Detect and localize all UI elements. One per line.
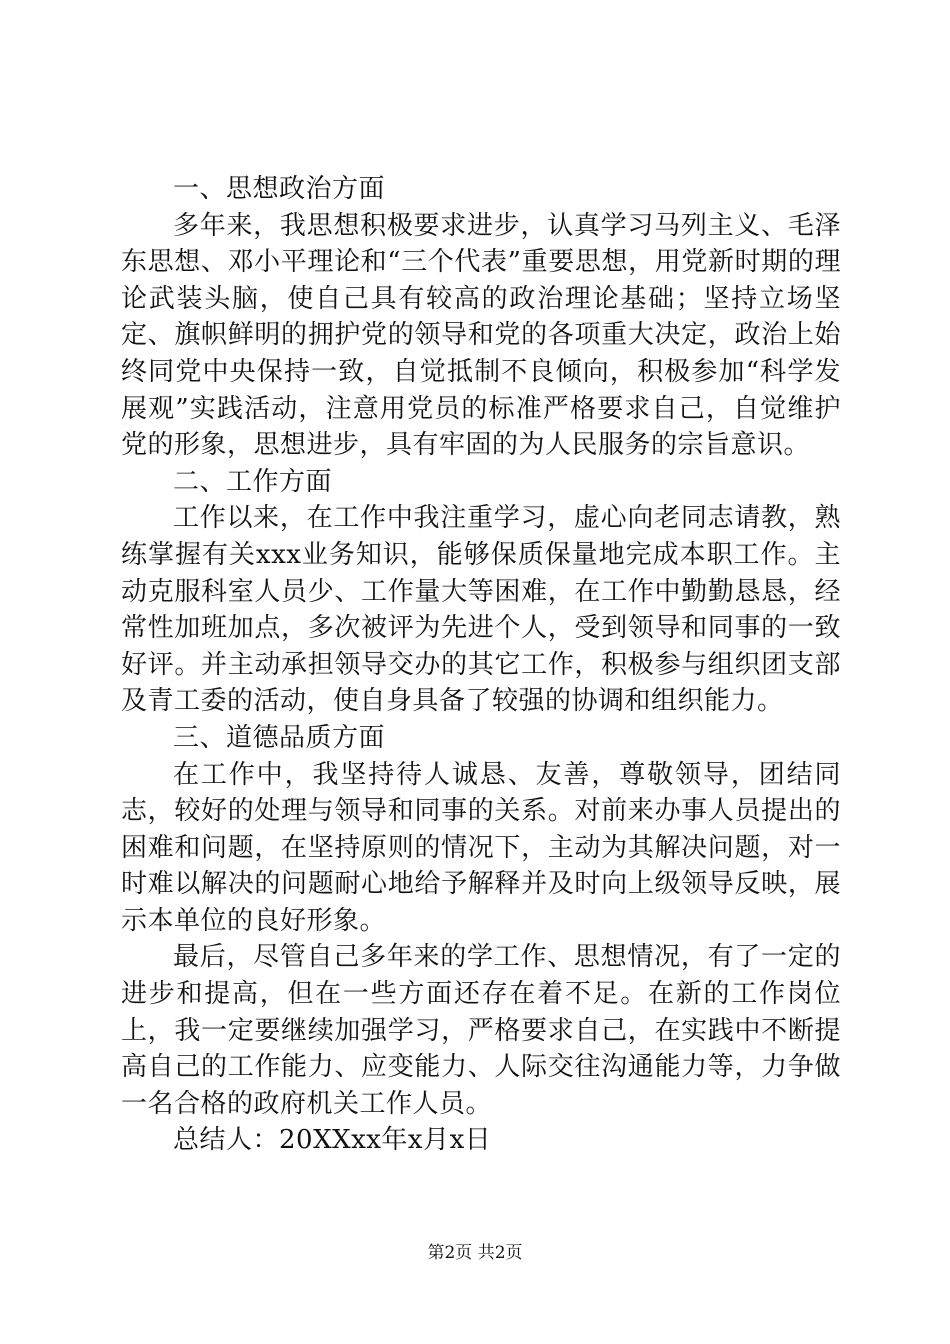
- document-body: [121, 171, 841, 1159]
- paragraph-morality: 在工作中，我坚持待人诚恳、友善，尊敬领导，团结同志，较好的处理与领导和同事的关系。对前来办事人员提出的困难和问题，在坚持原则的情况下，主动为其解决问题，对一时难以解决的问题耐心地给予解释并及时向上级领导反映，展示本单位的良好形象。: [121, 759, 841, 936]
- section-heading-work: 二、工作方面: [173, 466, 333, 497]
- section-heading-political: 一、思想政治方面: [173, 174, 386, 204]
- section-heading-morality: 三、道德品质方面: [173, 722, 386, 753]
- paragraph-conclusion: 最后，尽管自己多年来的学工作、思想情况，有了一定的进步和提高，但在一些方面还存在着不足。在新的工作岗位上，我一定要继续加强学习，严格要求自己，在实践中不断提高自己的工作能力、应变能力、人际交往沟通能力等，力争做一名合格的政府机关工作人员。: [121, 942, 841, 1119]
- signature-line: 总结人：20XXxx年x月x日: [173, 1125, 492, 1156]
- paragraph-work: 工作以来，在工作中我注重学习，虚心向老同志请教，熟练掌握有关xxx业务知识，能够保质保量地完成本职工作。主动克服科室人员少、工作量大等困难，在工作中勤勤恳恳，经常性加班加点，多次被评为先进个人，受到领导和同事的一致好评。并主动承担领导交办的其它工作，积极参与组织团支部及青工委的活动，使自身具备了较强的协调和组织能力。: [121, 503, 841, 717]
- page-number-footer: 第2页 共2页: [427, 1243, 523, 1263]
- paragraph-political: 多年来，我思想积极要求进步，认真学习马列主义、毛泽东思想、邓小平理论和“三个代表”重要思想，用党新时期的理论武装头脑，使自己具有较高的政治理论基础；坚持立场坚定、旗帜鲜明的拥护党的领导和党的各项重大决定，政治上始终同党中央保持一致，自觉抵制不良倾向，积极参加“科学发展观”实践活动，注意用党员的标准严格要求自己，自觉维护党的形象，思想进步，具有牢固的为人民服务的宗旨意识。: [121, 210, 841, 461]
